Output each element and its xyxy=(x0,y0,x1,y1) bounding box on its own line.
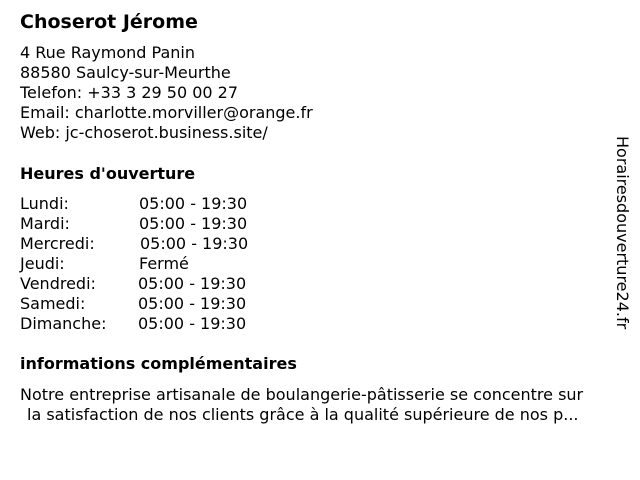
time-value: 05:00 - 19:30 xyxy=(139,214,248,233)
business-description xyxy=(20,385,630,425)
description-line: la satisfaction de nos clients grâce à la qualité supérieure de nos p... xyxy=(27,405,579,424)
day-label: Vendredi: xyxy=(20,274,96,293)
opening-hours-heading: Heures d'ouverture xyxy=(20,164,196,183)
contact-block xyxy=(20,43,313,143)
day-label: Dimanche: xyxy=(20,314,107,333)
day-label: Mardi: xyxy=(20,214,70,233)
time-value: Fermé xyxy=(139,254,189,273)
hours-row-monday xyxy=(20,194,320,214)
time-value: 05:00 - 19:30 xyxy=(138,314,247,333)
hours-row-wednesday xyxy=(20,234,320,254)
opening-hours-list xyxy=(20,194,320,334)
email-text: Email: charlotte.morviller@orange.fr xyxy=(20,103,313,122)
address-city: 88580 Saulcy-sur-Meurthe xyxy=(20,63,231,82)
address-street: 4 Rue Raymond Panin xyxy=(20,43,195,62)
business-name: Choserot Jérome xyxy=(20,11,198,33)
hours-row-thursday xyxy=(20,254,320,274)
hours-row-friday xyxy=(20,274,320,294)
phone-text: Telefon: +33 3 29 50 00 27 xyxy=(20,83,239,102)
site-watermark: Horairesdouverture24.fr xyxy=(613,136,632,330)
hours-row-tuesday xyxy=(20,214,320,234)
time-value: 05:00 - 19:30 xyxy=(138,274,247,293)
time-value: 05:00 - 19:30 xyxy=(138,294,247,313)
time-value: 05:00 - 19:30 xyxy=(139,194,248,213)
additional-info-heading: informations complémentaires xyxy=(20,354,297,373)
time-value: 05:00 - 19:30 xyxy=(140,234,249,253)
day-label: Jeudi: xyxy=(20,254,65,273)
description-line: Notre entreprise artisanale de boulangerie-pâtisserie se concentre sur xyxy=(20,385,584,404)
day-label: Samedi: xyxy=(20,294,86,313)
website-text: Web: jc-choserot.business.site/ xyxy=(20,123,268,142)
hours-row-sunday xyxy=(20,314,320,334)
day-label: Lundi: xyxy=(20,194,69,213)
hours-row-saturday xyxy=(20,294,320,314)
day-label: Mercredi: xyxy=(20,234,95,253)
